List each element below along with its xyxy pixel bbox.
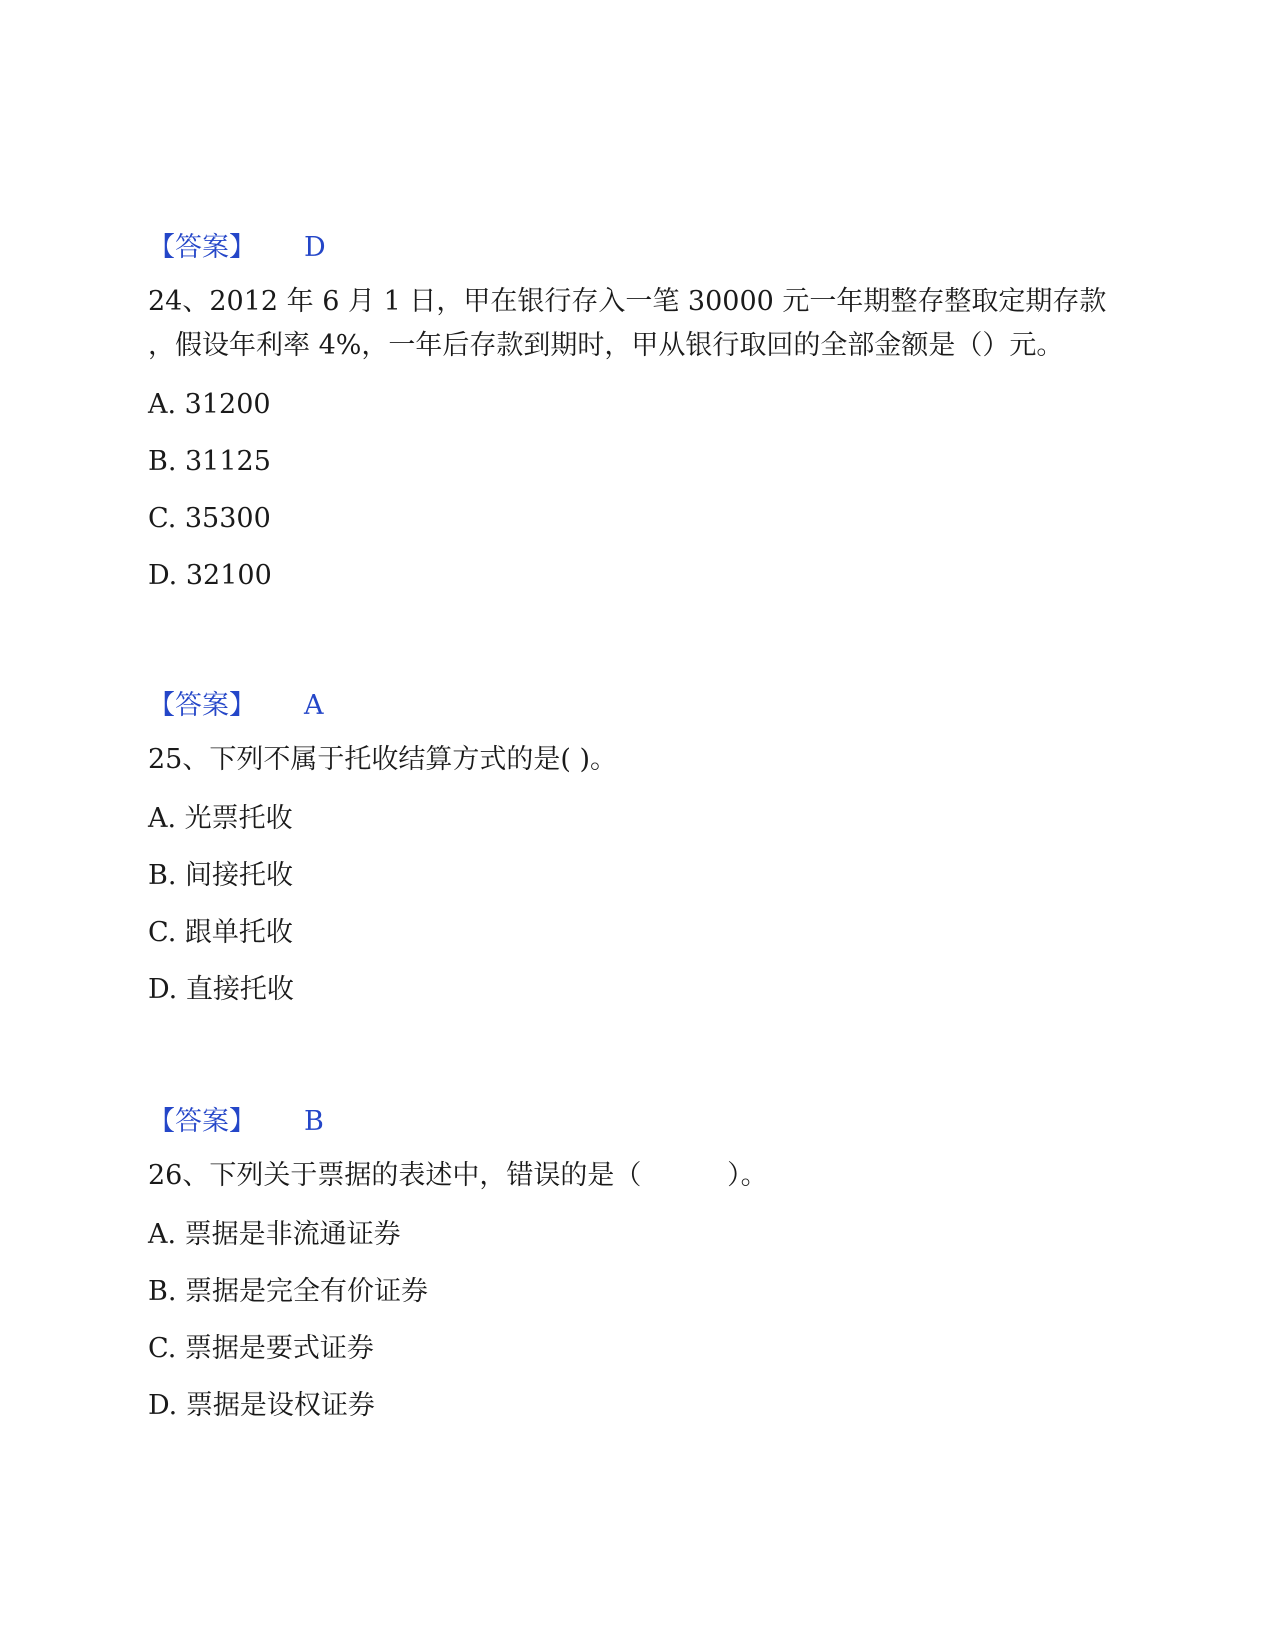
option-d: D. 直接托收 xyxy=(148,974,294,1005)
answer-value: A xyxy=(304,690,324,721)
option-a: A. 票据是非流通证券 xyxy=(148,1219,401,1250)
answer-line xyxy=(148,228,1128,268)
question-text: 25、下列不属于托收结算方式的是( )。 xyxy=(148,744,618,775)
options-list xyxy=(148,385,1128,596)
option-b: B. 31125 xyxy=(148,446,271,477)
options-list xyxy=(148,799,1128,1010)
option-d: D. 32100 xyxy=(148,560,272,591)
option-d: D. 票据是设权证券 xyxy=(148,1390,375,1421)
question-block-24 xyxy=(148,228,1128,596)
answer-value: B xyxy=(304,1106,324,1137)
answer-value: D xyxy=(304,232,326,263)
option-a: A. 光票托收 xyxy=(148,803,293,834)
question-block-26 xyxy=(148,1102,1128,1426)
question-block-25 xyxy=(148,686,1128,1010)
option-b: B. 间接托收 xyxy=(148,860,294,891)
question-text: 26、下列关于票据的表述中，错误的是（ ）。 xyxy=(148,1160,768,1191)
question-text: 24、2012 年 6 月 1 日，甲在银行存入一笔 30000 元一年期整存整取定期存款 ，假设年利率 4%，一年后存款到期时，甲从银行取回的全部金额是（）元。 xyxy=(148,286,1107,361)
answer-line xyxy=(148,1102,1128,1142)
option-b: B. 票据是完全有价证券 xyxy=(148,1276,429,1307)
option-a: A. 31200 xyxy=(148,389,271,420)
answer-label: 【答案】 xyxy=(148,232,256,263)
answer-label: 【答案】 xyxy=(148,1106,256,1137)
answer-line xyxy=(148,686,1128,726)
option-c: C. 票据是要式证券 xyxy=(148,1333,374,1364)
answer-label: 【答案】 xyxy=(148,690,256,721)
options-list xyxy=(148,1215,1128,1426)
option-c: C. 35300 xyxy=(148,503,271,534)
option-c: C. 跟单托收 xyxy=(148,917,293,948)
